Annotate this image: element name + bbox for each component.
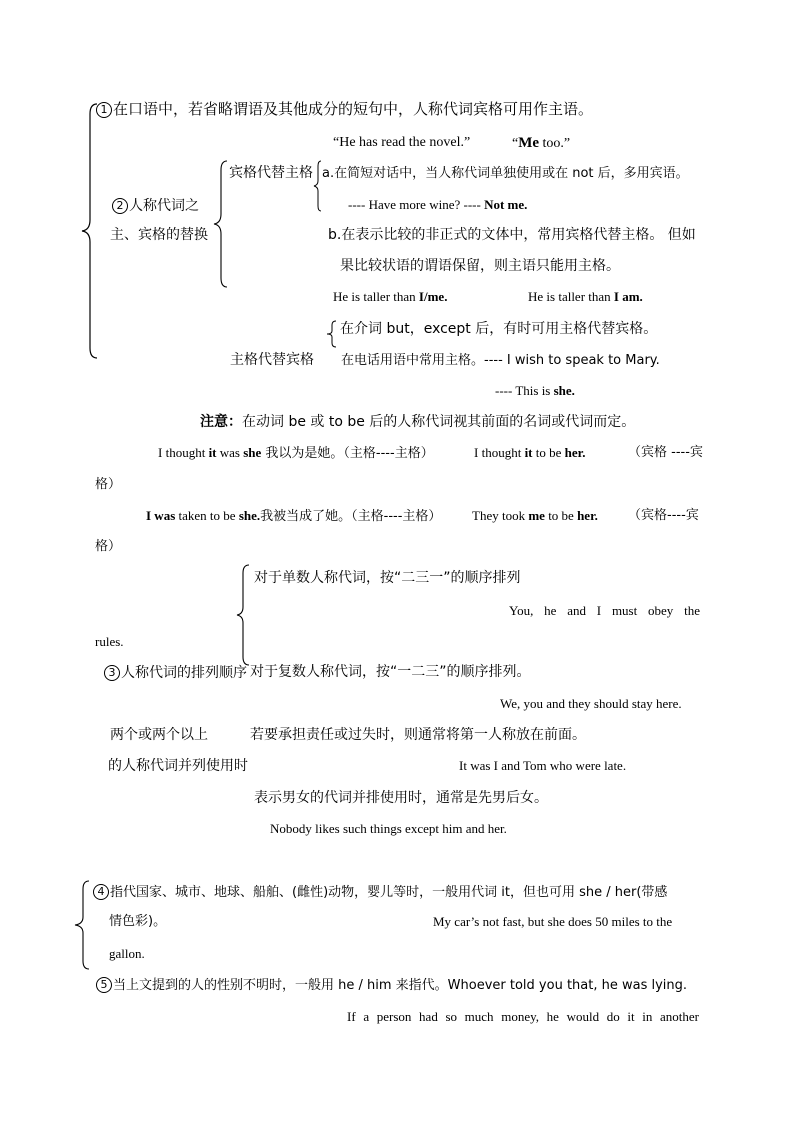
note-example-1b: I thought it to be her. <box>474 445 586 460</box>
gender-example: Nobody likes such things except him and her. <box>270 821 507 836</box>
gender-rule: 表示男女的代词并排使用时，通常是先男后女。 <box>254 790 548 806</box>
number-circle: 5 <box>96 977 112 993</box>
plural-rule: 对于复数人称代词，按“一二三”的顺序排列。 <box>250 664 531 680</box>
blame-rule: 若要承担责任或过失时，则通常将第一人称放在前面。 <box>250 727 586 743</box>
section4-example-wrap: gallon. <box>109 946 145 961</box>
section1-example-b: “Me too.” <box>512 135 571 151</box>
section1-heading <box>96 102 593 118</box>
brace-section3 <box>234 564 250 666</box>
note-example-1c: （宾格 ----宾 <box>628 445 703 460</box>
note-example-1-wrap: 格） <box>95 477 122 492</box>
phone-rule: 在电话用语中常用主格。---- I wish to speak to Mary. <box>341 353 660 368</box>
note-example-2a: I was taken to be she.我被当成了她。（主格----主格） <box>146 508 442 524</box>
note-example-2c: （宾格----宾 <box>628 508 699 523</box>
singular-rule: 对于单数人称代词，按“二三一”的顺序排列 <box>254 570 521 586</box>
section1-text: 在口语中，若省略谓语及其他成分的短句中，人称代词宾格可用作主语。 <box>113 100 594 118</box>
multi-label-line2: 的人称代词并列使用时 <box>108 758 248 774</box>
number-circle: 4 <box>93 884 109 900</box>
number-circle: 2 <box>112 198 128 214</box>
section4-example: My car’s not fast, but she does 50 miles to the <box>433 914 673 929</box>
compare-example-2: He is taller than I am. <box>528 289 643 304</box>
brace-prep <box>325 320 337 348</box>
note-line <box>200 415 635 429</box>
section3-title: 3 人称代词的排列顺序 <box>104 665 247 681</box>
section4-text: 4 指代国家、城市、地球、船舶、(雌性)动物，婴儿等时，一般用代词 it，但也可用 she / her(带感 <box>93 884 667 900</box>
singular-example: You, he and I must obey the <box>509 603 700 618</box>
obj-for-subj-label: 宾格代替主格 <box>229 165 313 181</box>
subj-for-obj-label: 主格代替宾格 <box>230 352 314 368</box>
rule-a: a.在简短对话中，当人称代词单独使用或在 not 后，多用宾语。 <box>322 166 689 181</box>
note-example-2b: They took me to be her. <box>472 508 598 523</box>
prep-rule: 在介词 but，except 后，有时可用主格代替宾格。 <box>340 321 658 337</box>
plural-example: We, you and they should stay here. <box>500 696 682 711</box>
section4-line2: 情色彩)。 <box>109 914 167 929</box>
section2-title-line2: 主、宾格的替换 <box>110 227 208 243</box>
rule-b-line2: 果比较状语的谓语保留，则主语只能用主格。 <box>340 258 620 274</box>
blame-example: It was I and Tom who were late. <box>459 758 627 773</box>
section5-text: 5 当上文提到的人的性别不明时，一般用 he / him 来指代。Whoever told you that, he was lying. <box>96 977 687 993</box>
section2-title-line1: 2 人称代词之 <box>112 198 199 214</box>
note-example-2-wrap: 格） <box>95 539 122 554</box>
rule-a-example: ---- Have more wine? ---- Not me. <box>348 197 528 212</box>
note-label: 注意： <box>200 414 242 430</box>
singular-example-wrap: rules. <box>95 634 124 649</box>
brace-section2 <box>210 160 228 288</box>
brace-section1-2 <box>78 102 98 360</box>
note-example-1a: I thought it was she 我以为是她。（主格----主格） <box>158 445 434 461</box>
number-circle: 1 <box>96 102 112 118</box>
rule-b-line1: b.在表示比较的非正式的文体中，常用宾格代替主格。 但如 <box>328 227 696 243</box>
brace-section4 <box>72 880 90 970</box>
section5-example: If a person had so much money, he would do it in another <box>347 1009 699 1024</box>
compare-example-1: He is taller than I/me. <box>333 289 448 304</box>
number-circle: 3 <box>104 665 120 681</box>
brace-rule-a <box>312 160 322 212</box>
phone-example: ---- This is she. <box>495 383 575 398</box>
note-text: 在动词 be 或 to be 后的人称代词视其前面的名词或代词而定。 <box>242 414 636 430</box>
multi-label-line1: 两个或两个以上 <box>110 727 208 743</box>
section1-example-a: “He has read the novel.” <box>333 135 471 150</box>
